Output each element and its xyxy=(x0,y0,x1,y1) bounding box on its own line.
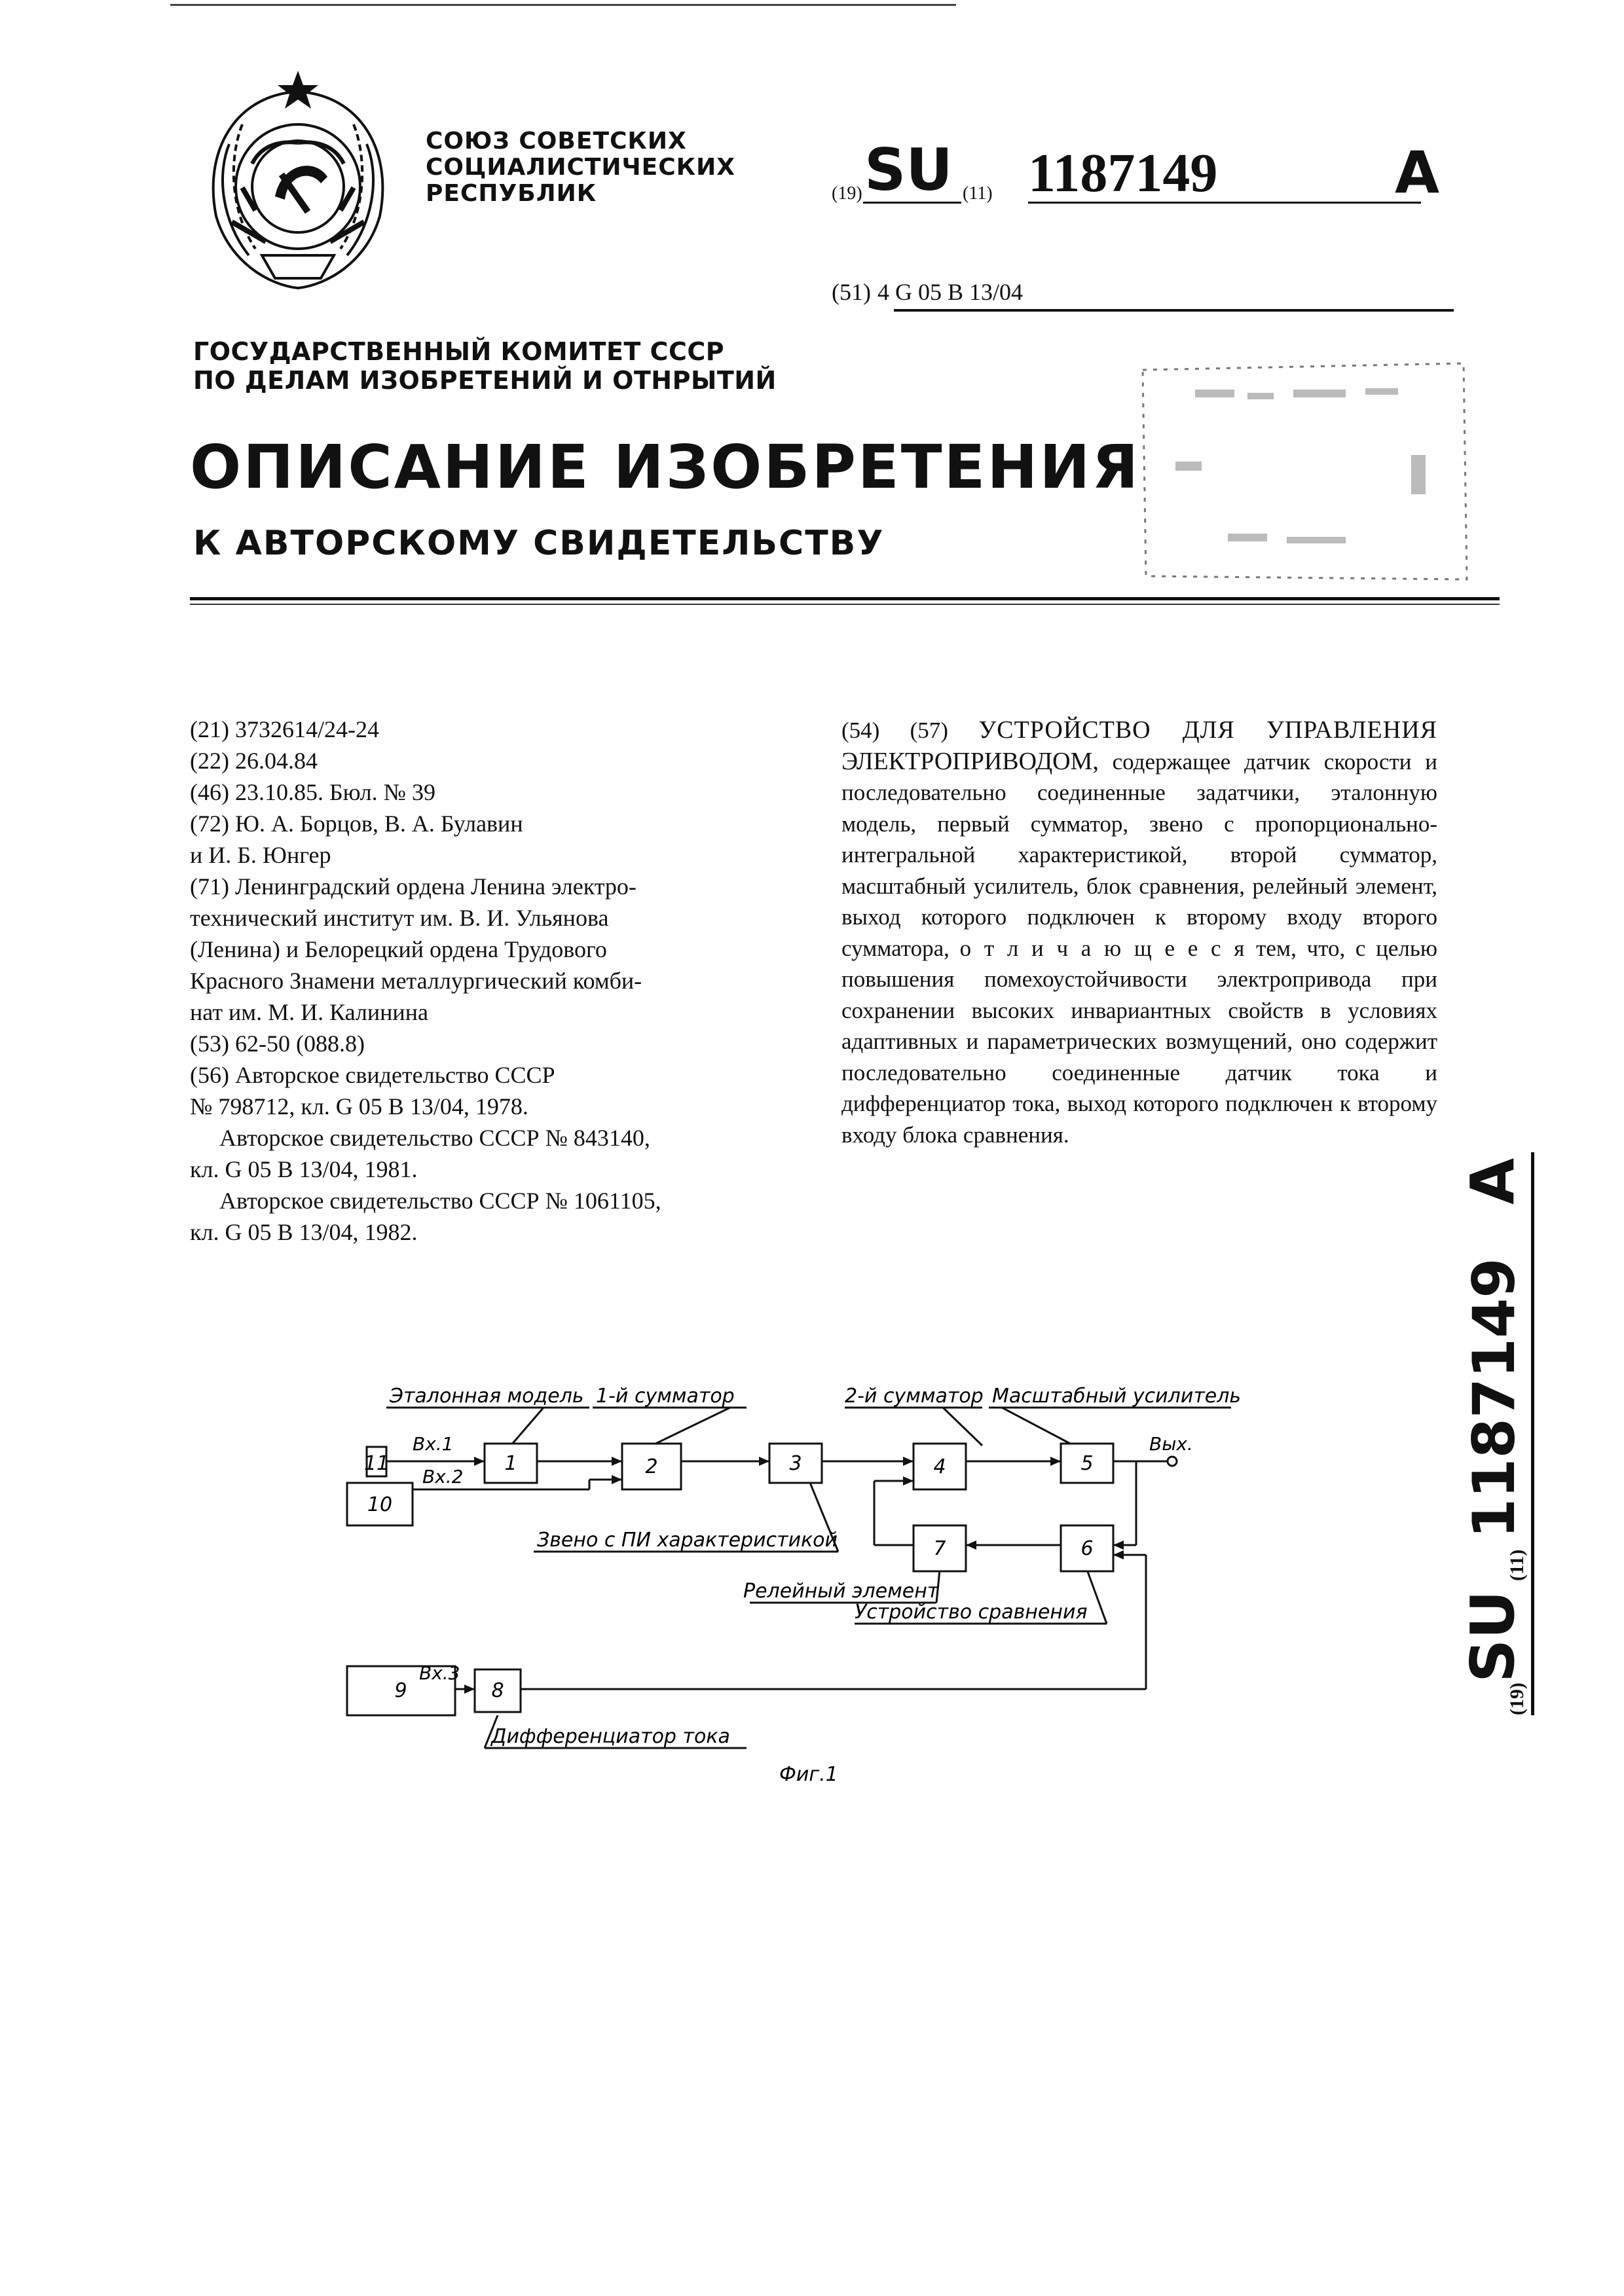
document-subtitle: К АВТОРСКОМУ СВИДЕТЕЛЬСТВУ xyxy=(193,524,884,563)
margin-number: 1187149 xyxy=(1462,1258,1527,1539)
margin-code-19: (19) xyxy=(1506,1683,1528,1715)
current-diff-label: Дифференциатор тока xyxy=(490,1725,730,1748)
biblio-line: технический институт им. В. И. Ульянова xyxy=(190,902,812,934)
input-3-label: Вх.3 xyxy=(419,1662,460,1684)
block-label: 1 xyxy=(504,1452,517,1475)
document-title: ОПИСАНИЕ ИЗОБРЕТЕНИЯ xyxy=(190,432,1140,502)
kind-code: A xyxy=(1395,140,1439,206)
block-label: 9 xyxy=(394,1679,407,1702)
block-label: 5 xyxy=(1080,1452,1093,1475)
bibliographic-data xyxy=(190,714,812,1248)
pi-link-label: Звено с ПИ характеристикой xyxy=(537,1529,838,1552)
library-stamp xyxy=(1136,357,1470,586)
block-label: 3 xyxy=(789,1452,802,1475)
biblio-line: (Ленина) и Белорецкий ордена Трудового xyxy=(190,934,812,965)
adder2-label: 2-й сумматор xyxy=(845,1385,984,1408)
code-19: (19) xyxy=(832,183,862,204)
country-name: СОЮЗ СОВЕТСКИХ СОЦИАЛИСТИЧЕСКИХ РЕСПУБЛИК xyxy=(426,128,735,207)
input-1-label: Вх.1 xyxy=(413,1433,454,1455)
block-label: 8 xyxy=(491,1679,504,1702)
block-label: 2 xyxy=(645,1455,657,1478)
biblio-line: № 798712, кл. G 05 B 13/04, 1978. xyxy=(190,1091,812,1122)
abstract-text-2: тем, что, с целью повышения помехоустойчивости электропривода при сохранении высоких инвариантных свойств в условиях адаптивных и параметрических возмущений, оно содержит последовательно соединенные датчик тока и дифференциатор тока, выход которого подключен к второму входу блока сравнения. xyxy=(841,936,1437,1148)
header-rule xyxy=(190,597,1500,600)
ipc-classification: (51) 4 G 05 B 13/04 xyxy=(832,278,1023,306)
margin-su: SU xyxy=(1460,1590,1526,1683)
biblio-line: Авторское свидетельство СССР № 1061105, xyxy=(190,1185,812,1216)
code-11: (11) xyxy=(963,183,993,204)
figure-caption: Фиг.1 xyxy=(779,1763,838,1786)
comparator-label: Устройство сравнения xyxy=(855,1601,1088,1624)
committee-name: ГОСУДАРСТВЕННЫЙ КОМИТЕТ СССР ПО ДЕЛАМ ИЗОБРЕТЕНИЙ И ОТНРЫТИЙ xyxy=(193,337,777,395)
patent-number-header xyxy=(832,137,1454,210)
abstract xyxy=(841,715,1437,1150)
distinctive-phrase: о т л и ч а ю щ е е с я xyxy=(960,936,1246,961)
biblio-line: (71) Ленинградский ордена Ленина электро- xyxy=(190,871,812,902)
adder1-label: 1-й сумматор xyxy=(596,1385,735,1408)
margin-kind: A xyxy=(1460,1158,1526,1205)
biblio-line: (21) 3732614/24-24 xyxy=(190,714,812,745)
block-label: 10 xyxy=(367,1493,392,1516)
block-label: 6 xyxy=(1080,1537,1093,1560)
biblio-line: (22) 26.04.84 xyxy=(190,745,812,776)
biblio-line: кл. G 05 B 13/04, 1981. xyxy=(190,1154,812,1185)
margin-code-11: (11) xyxy=(1506,1550,1528,1581)
biblio-line: (56) Авторское свидетельство СССР xyxy=(190,1059,812,1091)
patent-number: 1187149 xyxy=(1028,144,1217,203)
input-2-label: Вх.2 xyxy=(422,1466,464,1487)
output-label: Вых. xyxy=(1149,1433,1193,1455)
block-label: 7 xyxy=(933,1537,946,1560)
biblio-line: и И. Б. Юнгер xyxy=(190,839,812,871)
block-label: 4 xyxy=(933,1455,946,1478)
scan-edge-line xyxy=(170,4,956,6)
ipc-underline xyxy=(894,309,1454,312)
biblio-line: кл. G 05 B 13/04, 1982. xyxy=(190,1216,812,1248)
invention-title-1: УСТРОЙСТВО ДЛЯ УПРАВЛЕНИЯ xyxy=(978,716,1437,744)
block-label: 11 xyxy=(364,1452,389,1475)
su-mark: SU xyxy=(864,137,953,203)
relay-label: Релейный элемент xyxy=(743,1580,940,1603)
invention-title-2: ЭЛЕКТРОПРИВОДОМ, xyxy=(841,748,1099,775)
reference-model-label: Эталонная модель xyxy=(389,1385,584,1408)
block-diagram xyxy=(327,1362,1283,1794)
biblio-line: Авторское свидетельство СССР № 843140, xyxy=(190,1122,812,1154)
biblio-line: (46) 23.10.85. Бюл. № 39 xyxy=(190,776,812,808)
scale-amplifier-label: Масштабный усилитель xyxy=(992,1385,1241,1408)
biblio-line: нат им. М. И. Калинина xyxy=(190,996,812,1028)
biblio-line: (53) 62-50 (088.8) xyxy=(190,1028,812,1059)
biblio-line: (72) Ю. А. Борцов, В. А. Булавин xyxy=(190,808,812,839)
patent-page xyxy=(0,0,1624,2296)
abstract-text: содержащее датчик скорости и последовательно соединенные задатчики, эталонную модель, первый сумматор, звено с пропорционально-интегральной характеристикой, второй сумматор, масштабный усилитель, блок сравнения, релейный элемент, выход которого подключен к второму входу второго сумматора, xyxy=(841,749,1437,961)
margin-patent-number xyxy=(1421,1152,1552,1715)
biblio-line: Красного Знамени металлургический комби- xyxy=(190,965,812,996)
ussr-emblem-icon xyxy=(190,65,406,295)
abstract-codes: (54) (57) xyxy=(841,718,948,743)
